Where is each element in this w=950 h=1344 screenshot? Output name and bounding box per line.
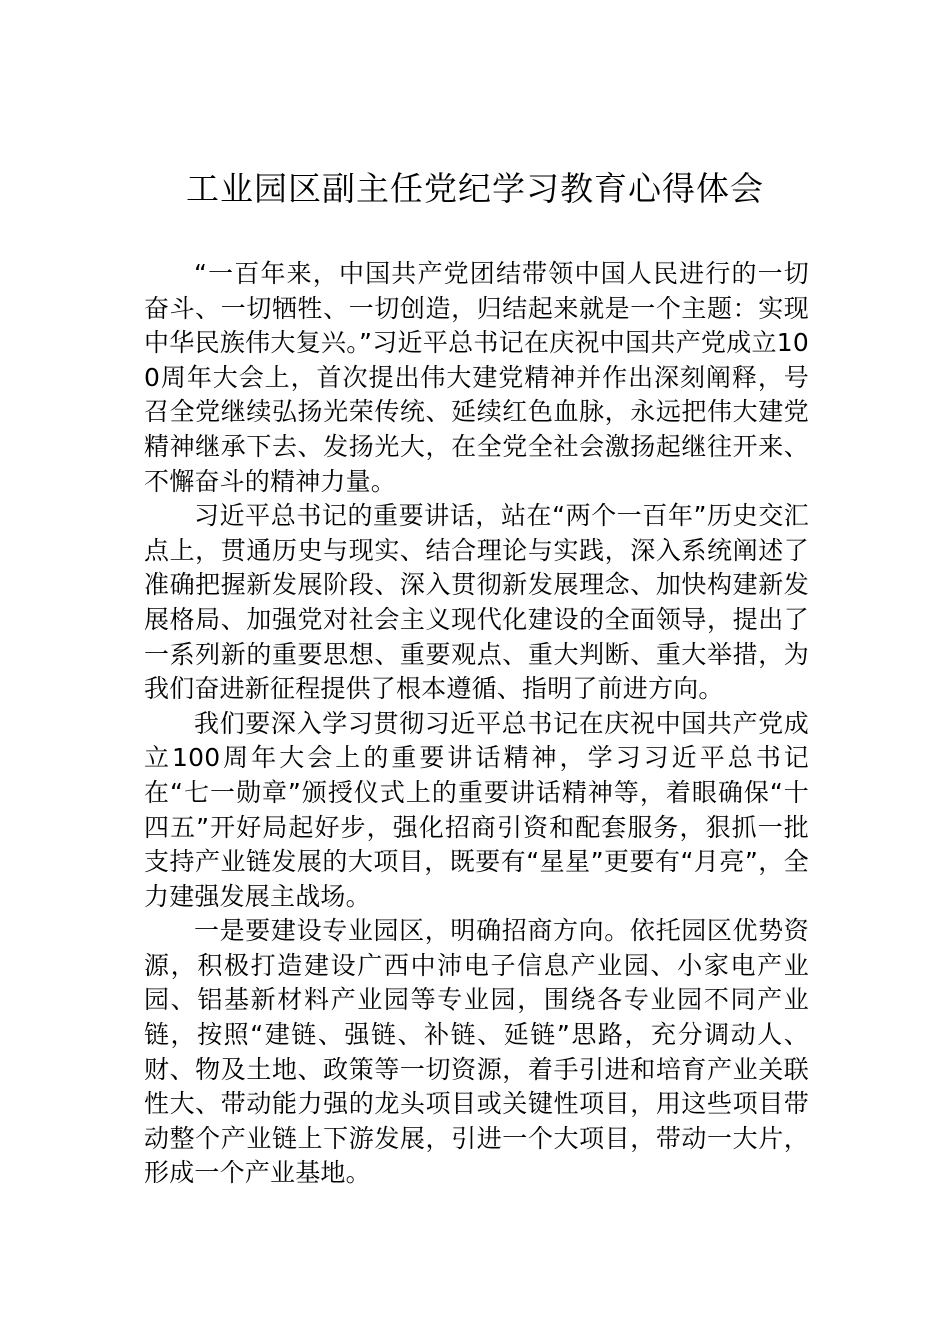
paragraph: “一百年来，中国共产党团结带领中国人民进行的一切奋斗、一切牺牲、一切创造，归结起来就是一个主题：实现中华民族伟大复兴。”习近平总书记在庆祝中国共产党成立100周年大会上，首次提出伟大建党精神并作出深刻阐释，号召全党继续弘扬光荣传统、延续红色血脉，永远把伟大建党精神继承下去、发扬光大，在全党全社会激扬起继往开来、不懈奋斗的精神力量。 [144, 259, 809, 496]
paragraph: 习近平总书记的重要讲话，站在“两个一百年”历史交汇点上，贯通历史与现实、结合理论与实践，深入系统阐述了准确把握新发展阶段、深入贯彻新发展理念、加快构建新发展格局、加强党对社会主义现代化建设的全面领导，提出了一系列新的重要思想、重要观点、重大判断、重大举措，为我们奋进新征程提供了根本遵循、指明了前进方向。 [144, 501, 809, 704]
paragraph: 我们要深入学习贯彻习近平总书记在庆祝中国共产党成立100周年大会上的重要讲话精神，学习习近平总书记在“七一勋章”颁授仪式上的重要讲话精神等，着眼确保“十四五”开好局起好步，强化招商引资和配套服务，狠抓一批支持产业链发展的大项目，既要有“星星”更要有“月亮”，全力建强发展主战场。 [144, 708, 809, 911]
document-body [144, 257, 809, 1191]
document-title: 工业园区副主任党纪学习教育心得体会 [186, 169, 764, 208]
paragraph: 一是要建设专业园区，明确招商方向。依托园区优势资源，积极打造建设广西中沛电子信息产业园、小家电产业园、铝基新材料产业园等专业园，围绕各专业园不同产业链，按照“建链、强链、补链、延链”思路，充分调动人、财、物及土地、政策等一切资源，着手引进和培育产业关联性大、带动能力强的龙头项目或关键性项目，用这些项目带动整个产业链上下游发展，引进一个大项目，带动一大片，形成一个产业基地。 [144, 916, 809, 1188]
